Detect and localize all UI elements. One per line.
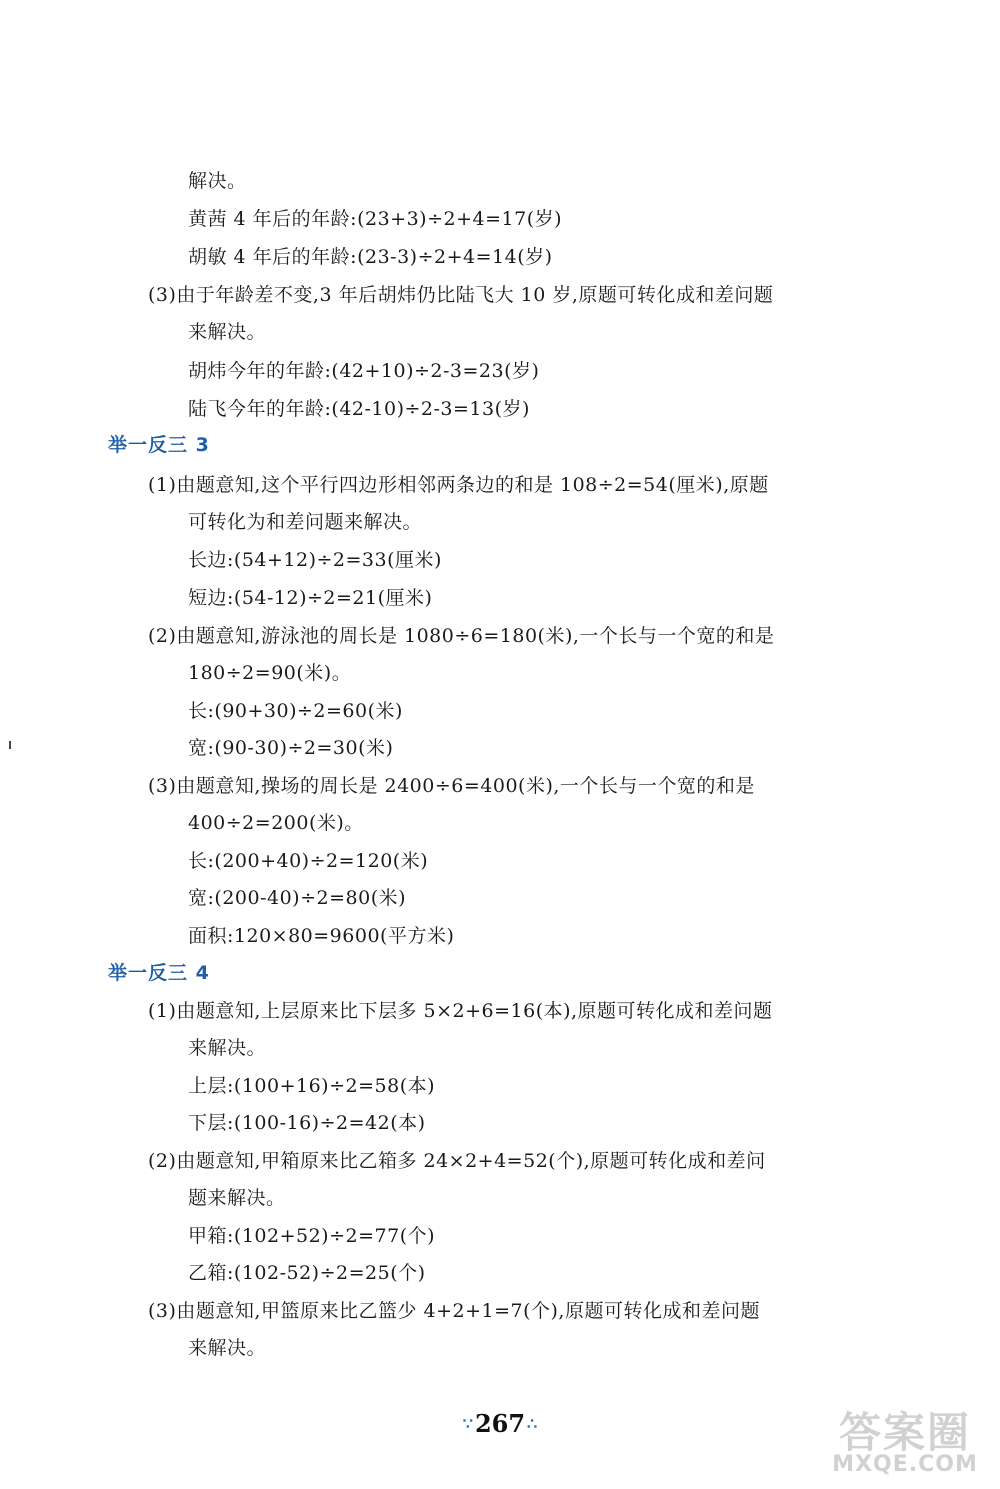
text-line: 长:(90+30)÷2=60(米) [188,700,403,722]
text-line: 宽:(200-40)÷2=80(米) [188,887,407,909]
text-line: (2)由题意知,游泳池的周长是 1080÷6=180(米),一个长与一个宽的和是 [148,625,775,647]
section-heading: 举一反三 4 [108,962,210,984]
text-line: 长:(200+40)÷2=120(米) [188,850,429,872]
text-line: 黄茜 4 年后的年龄:(23+3)÷2+4=17(岁) [188,208,563,230]
page-dots-right-icon: ∴ [527,1414,538,1433]
page-number [450,1409,550,1443]
text-line: 来解决。 [188,1337,267,1359]
text-line: 甲箱:(102+52)÷2=77(个) [188,1225,436,1247]
text-line: 来解决。 [188,321,267,343]
page-dots-left-icon: ∵ [462,1414,473,1433]
text-line: (3)由题意知,甲篮原来比乙篮少 4+2+1=7(个),原题可转化成和差问题 [148,1300,760,1322]
text-line: 胡炜今年的年龄:(42+10)÷2-3=23(岁) [188,360,540,382]
text-line: 解决。 [188,170,247,192]
text-line: 陆飞今年的年龄:(42-10)÷2-3=13(岁) [188,398,530,420]
text-line: 可转化为和差问题来解决。 [188,511,423,533]
text-line: 长边:(54+12)÷2=33(厘米) [188,549,442,571]
text-line: (3)由于年龄差不变,3 年后胡炜仍比陆飞大 10 岁,原题可转化成和差问题 [148,284,774,306]
watermark-logo [820,1400,990,1484]
text-line: (1)由题意知,上层原来比下层多 5×2+6=16(本),原题可转化成和差问题 [148,1000,773,1022]
text-line: (2)由题意知,甲箱原来比乙箱多 24×2+4=52(个),原题可转化成和差问 [148,1150,766,1172]
text-line: 180÷2=90(米)。 [188,662,352,684]
text-line: 胡敏 4 年后的年龄:(23-3)÷2+4=14(岁) [188,246,553,268]
page-number-text: 267 [474,1409,526,1438]
text-line: (1)由题意知,这个平行四边形相邻两条边的和是 108÷2=54(厘米),原题 [148,474,769,496]
text-line: 宽:(90-30)÷2=30(米) [188,737,394,759]
text-line: 面积:120×80=9600(平方米) [188,925,455,947]
text-line: 短边:(54-12)÷2=21(厘米) [188,587,433,609]
watermark-url: MXQE.COM [832,1452,978,1477]
text-line: 下层:(100-16)÷2=42(本) [188,1112,426,1134]
text-line: 题来解决。 [188,1187,286,1209]
text-line: 来解决。 [188,1037,267,1059]
text-line: 乙箱:(102-52)÷2=25(个) [188,1262,426,1284]
section-heading: 举一反三 3 [108,434,210,456]
text-line: (3)由题意知,操场的周长是 2400÷6=400(米),一个长与一个宽的和是 [148,775,755,797]
text-line: 上层:(100+16)÷2=58(本) [188,1075,436,1097]
text-line: 400÷2=200(米)。 [188,812,364,834]
watermark-title: 答案圈 [838,1408,971,1457]
margin-mark [9,741,11,749]
